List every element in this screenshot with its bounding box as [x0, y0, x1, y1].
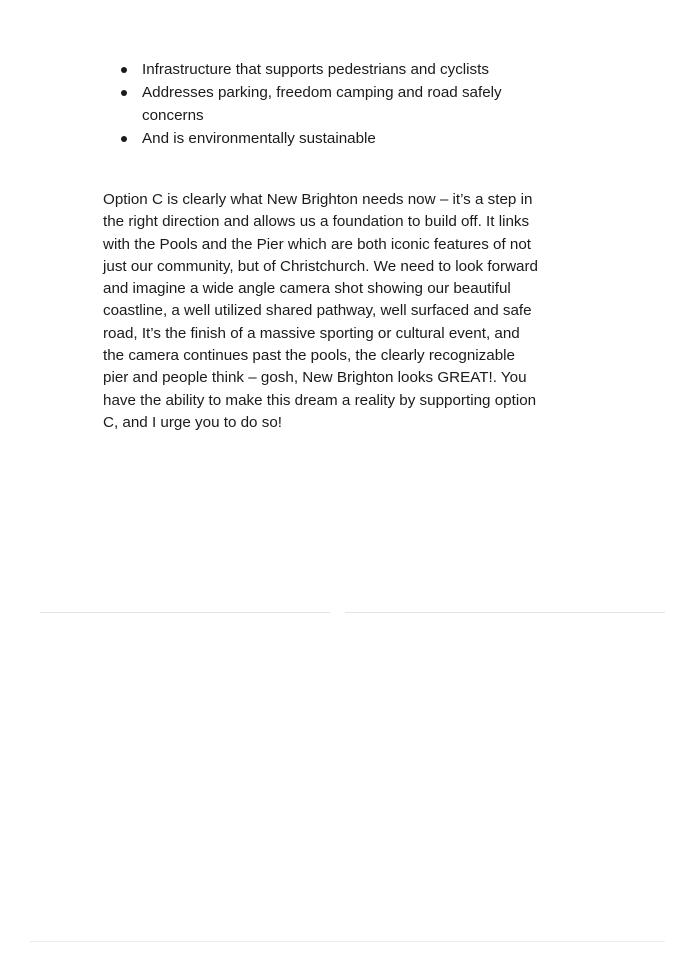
paragraph-line: pier and people think – gosh, New Brighton looks GREAT!. You [103, 369, 527, 387]
paragraph-line: coastline, a well utilized shared pathway, well surfaced and safe [103, 302, 532, 320]
paragraph-line: C, and I urge you to do so! [103, 413, 282, 431]
bullet-text-continued: concerns [142, 107, 204, 124]
body-paragraph [103, 189, 593, 434]
scan-artifact-line [345, 612, 665, 613]
paragraph-line: road, It’s the finish of a massive sporting or cultural event, and [103, 324, 520, 342]
bullet-text: And is environmentally sustainable [142, 130, 376, 147]
paragraph-line: the right direction and allows us a foundation to build off. It links [103, 213, 530, 231]
paragraph-line: Option C is clearly what New Brighton needs now – it’s a step in [103, 191, 533, 208]
bullet-dot-icon [121, 67, 127, 73]
bullet-dot-icon [121, 136, 127, 142]
bullet-item [121, 81, 581, 127]
bullet-text: Addresses parking, freedom camping and road safely [142, 84, 502, 101]
paragraph-line: with the Pools and the Pier which are both iconic features of not [103, 235, 532, 253]
paragraph-line: have the ability to make this dream a reality by supporting option [103, 391, 537, 409]
scan-artifact-line [30, 941, 665, 942]
bullet-dot-icon [121, 90, 127, 96]
paragraph-line: and imagine a wide angle camera shot showing our beautiful [103, 280, 511, 298]
bullet-item [121, 58, 581, 81]
bullet-text: Infrastructure that supports pedestrians and cyclists [142, 61, 489, 78]
scan-artifact-line [40, 612, 330, 613]
bullet-list [121, 58, 581, 150]
paragraph-line: the camera continues past the pools, the clearly recognizable [103, 347, 515, 365]
bullet-item [121, 127, 581, 150]
paragraph-line: just our community, but of Christchurch. We need to look forward [103, 257, 539, 275]
